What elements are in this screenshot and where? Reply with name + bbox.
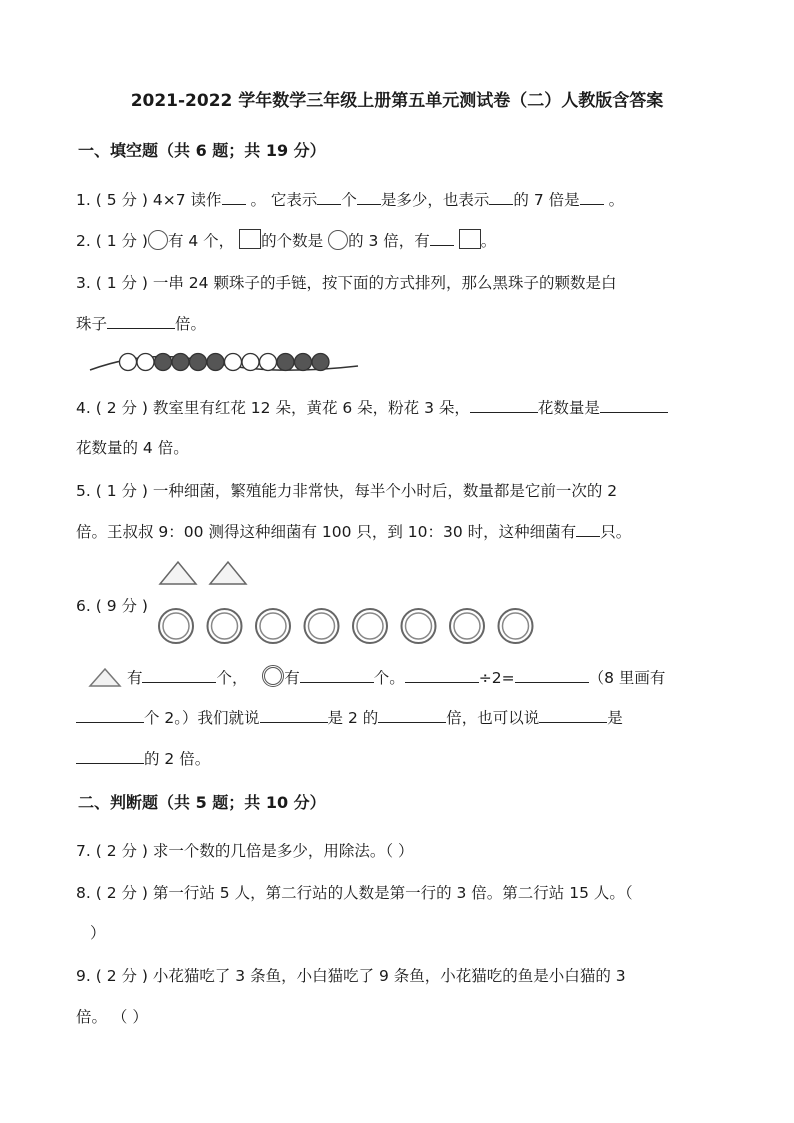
black-bead: [155, 354, 172, 371]
triangles-and-circles-figure: [156, 558, 536, 648]
question-3-cont: 珠子 倍。: [76, 315, 207, 333]
circle-outer-ring: [450, 609, 484, 643]
circle-inner-ring: [163, 613, 189, 639]
circle-ring-icon: [262, 665, 284, 687]
answer-blank[interactable]: [576, 522, 600, 537]
question-5-cont: 倍。王叔叔 9：00 测得这种细菌有 100 只，到 10：30 时，这种细菌有 只。: [76, 523, 632, 541]
black-bead: [190, 354, 207, 371]
answer-blank[interactable]: [405, 668, 479, 683]
section-heading-fill-in: 一、填空题（共 6 题；共 19 分）: [78, 141, 326, 160]
triangle-shape: [160, 562, 196, 584]
question-8: 8. ( 2 分 ) 第一行站 5 人，第二行站的人数是第一行的 3 倍。第二行站 15 人。（: [76, 884, 633, 902]
circle-outer-ring: [256, 609, 290, 643]
question-1: 1. ( 5 分 ) 4×7 读作 。 它表示 个 是多少，也表示 的 7 倍是 。: [76, 191, 625, 209]
answer-blank[interactable]: [515, 668, 589, 683]
square-shape-icon: [459, 229, 481, 249]
answer-blank[interactable]: [600, 398, 668, 413]
question-3: 3. ( 1 分 ) 一串 24 颗珠子的手链，按下面的方式排列，那么黑珠子的颗数是白: [76, 274, 617, 292]
white-bead: [120, 354, 137, 371]
circle-inner-ring: [309, 613, 335, 639]
question-5: 5. ( 1 分 ) 一种细菌，繁殖能力非常快，每半个小时后，数量都是它前一次的 2: [76, 482, 618, 500]
question-4: 4. ( 2 分 ) 教室里有红花 12 朵，黄花 6 朵，粉花 3 朵， 花数量是: [76, 396, 668, 418]
black-bead: [277, 354, 294, 371]
white-bead: [137, 354, 154, 371]
answer-blank[interactable]: [300, 668, 374, 683]
circle-inner-ring: [212, 613, 238, 639]
circle-outer-ring: [499, 609, 533, 643]
circle-outer-ring: [353, 609, 387, 643]
circle-outer-ring: [305, 609, 339, 643]
page-title: 2021-2022 学年数学三年级上册第五单元测试卷（二）人教版含答案: [130, 91, 664, 111]
triangle-shape: [210, 562, 246, 584]
circle-shape-icon: [328, 230, 348, 250]
question-6-line-2: 个 2。）我们就说 是 2 的 倍，也可以说 是: [76, 706, 623, 728]
question-9: 9. ( 2 分 ) 小花猫吃了 3 条鱼，小白猫吃了 9 条鱼，小花猫吃的鱼是小白猫的 3: [76, 967, 626, 985]
answer-blank[interactable]: [489, 190, 513, 205]
answer-blank[interactable]: [470, 398, 538, 413]
circle-outer-ring: [402, 609, 436, 643]
answer-blank[interactable]: [260, 708, 328, 723]
circle-outer-ring: [208, 609, 242, 643]
question-8-cont: ）: [90, 924, 106, 942]
white-bead: [260, 354, 277, 371]
answer-blank[interactable]: [317, 190, 341, 205]
black-bead: [172, 354, 189, 371]
answer-blank[interactable]: [76, 708, 144, 723]
answer-blank[interactable]: [107, 314, 175, 329]
circle-inner-ring: [357, 613, 383, 639]
answer-blank[interactable]: [580, 190, 604, 205]
black-bead: [295, 354, 312, 371]
question-9-cont: 倍。 （ ）: [76, 1008, 148, 1026]
answer-blank[interactable]: [539, 708, 607, 723]
answer-blank[interactable]: [142, 668, 216, 683]
question-6-line-3: 的 2 倍。: [76, 747, 210, 769]
question-6-line-1: 有 个， 有 个。 ÷2= （8 里画有: [88, 665, 665, 688]
question-7: 7. ( 2 分 ) 求一个数的几倍是多少，用除法。（ ）: [76, 842, 414, 860]
answer-blank[interactable]: [430, 231, 454, 246]
black-bead: [312, 354, 329, 371]
answer-blank[interactable]: [357, 190, 381, 205]
circle-shape-icon: [148, 230, 168, 250]
white-bead: [242, 354, 259, 371]
answer-blank[interactable]: [222, 190, 246, 205]
question-2: 2. ( 1 分 ) 有 4 个， 的个数是 的 3 倍，有 。: [76, 229, 496, 251]
answer-blank[interactable]: [76, 749, 144, 764]
bead-bracelet-figure: [90, 342, 360, 378]
section-heading-true-false: 二、判断题（共 5 题；共 10 分）: [78, 793, 326, 812]
circle-inner-ring: [260, 613, 286, 639]
question-6: 6. ( 9 分 ): [76, 597, 148, 615]
square-shape-icon: [239, 229, 261, 249]
circle-inner-ring: [503, 613, 529, 639]
circle-inner-ring: [454, 613, 480, 639]
circle-inner-ring: [406, 613, 432, 639]
white-bead: [225, 354, 242, 371]
answer-blank[interactable]: [378, 708, 446, 723]
question-4-cont: 花数量的 4 倍。: [76, 439, 189, 457]
triangle-icon: [88, 667, 122, 687]
circle-outer-ring: [159, 609, 193, 643]
black-bead: [207, 354, 224, 371]
